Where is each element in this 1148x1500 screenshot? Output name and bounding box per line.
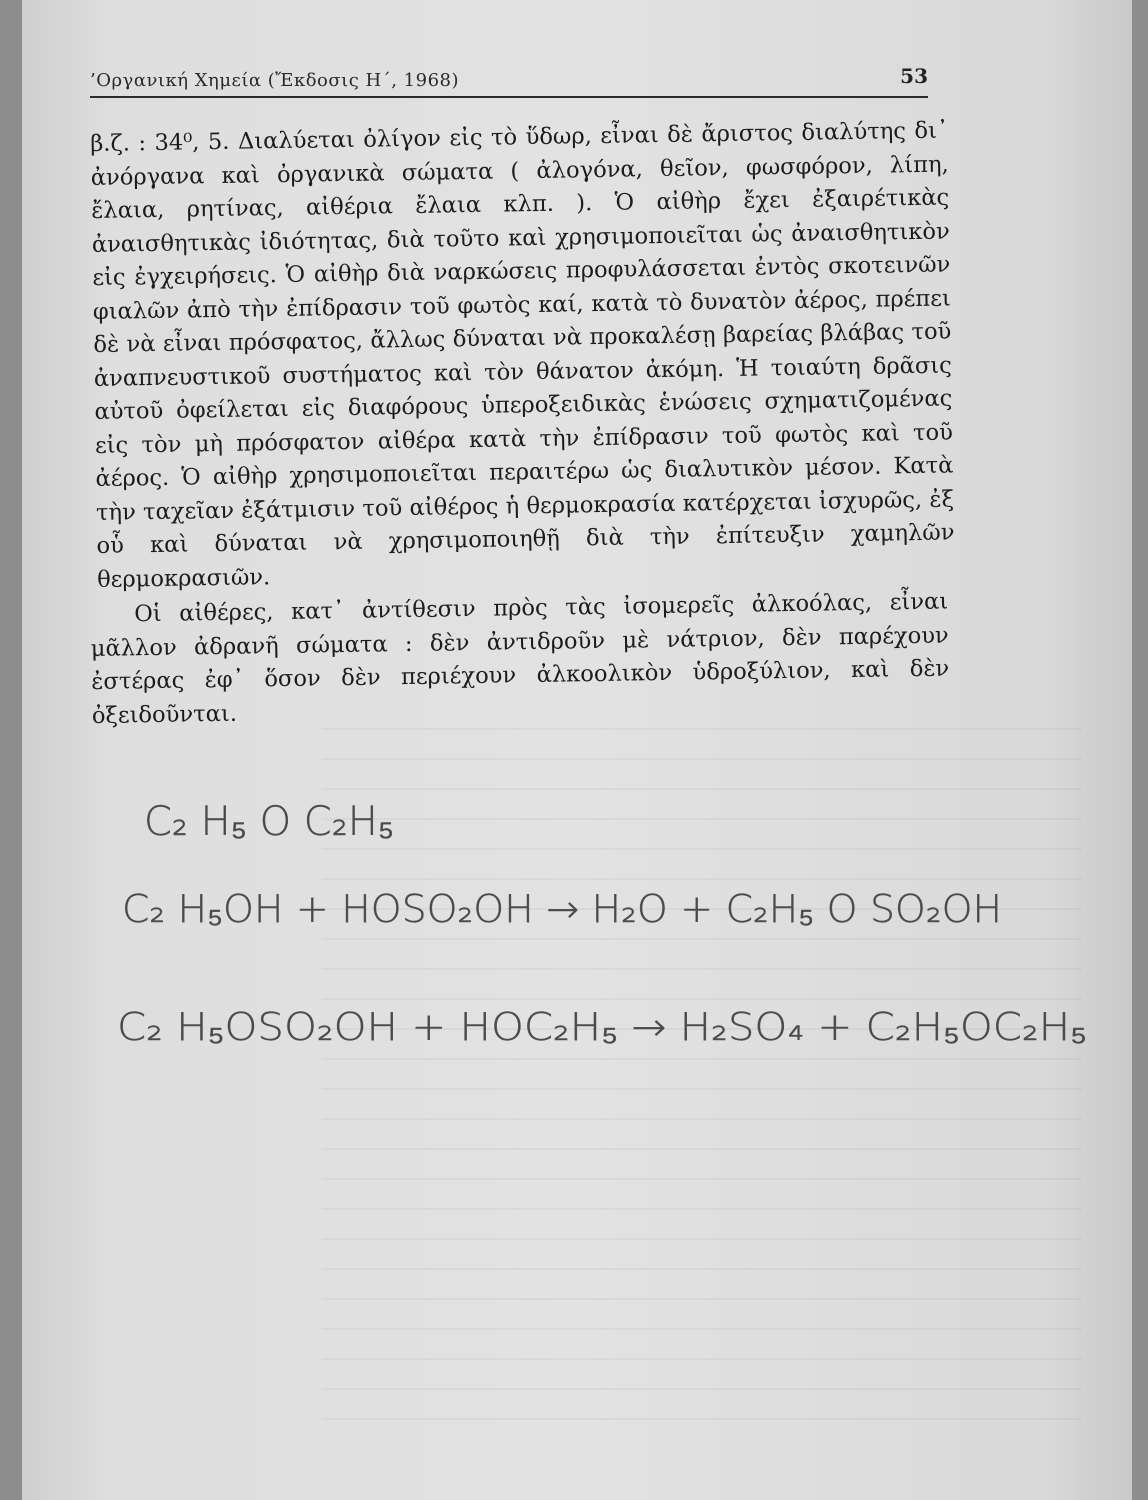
handwritten-formulas bbox=[22, 0, 1132, 1500]
handwritten-reaction-2: C₂ H₅OSO₂OH + HOC₂H₅ → H₂SO₄ + C₂H₅OC₂H₅ bbox=[117, 1005, 1087, 1049]
book-page bbox=[22, 0, 1132, 1500]
page-number: 53 bbox=[900, 64, 928, 88]
paragraph: Οἱ αἰθέρες, κατ᾽ ἀντίθεσιν πρὸς τὰς ἰσομερεῖς ἀλκοόλας, εἶναι μᾶλλον ἀδρανῆ σώματα : δὲν ἀντιδροῦν μὲ νάτριον, δὲν παρέχουν ἐστέρας ἐφ᾽ ὅσον δὲν περιέχουν ἀλκοολικὸν ὑδροξύλιον, καὶ δὲν ὀξειδοῦνται. bbox=[90, 588, 950, 729]
paragraph: β.ζ. : 34⁰, 5. Διαλύεται ὀλίγον εἰς τὸ ὕδωρ, εἶναι δὲ ἄριστος διαλύτης δι᾽ ἀνόργανα καὶ ὀργανικὰ σώματα ( ἀλογόνα, θεῖον, φωσφόρον, λίπη, ἔλαια, ρητίνας, αἰθέρια ἔλαια κλπ. ). Ὁ αἰθὴρ ἔχει ἐξαιρέτικὰς ἀναισθητικὰς ἰδιότητας, διὰ τοῦτο καὶ χρησιμοποιεῖται ὡς ἀναισθητικὸν εἰς ἐγχειρήσεις. Ὁ αἰθὴρ διὰ ναρκώσεις προφυλάσσεται ἐντὸς σκοτεινῶν φιαλῶν ἀπὸ τὴν ἐπίδρασιν τοῦ φωτὸς καί, κατὰ τὸ δυνατὸν ἀέρος, πρέπει δὲ νὰ εἶναι πρόσφατος, ἄλλως δύναται νὰ προκαλέσῃ βαρείας βλάβας τοῦ ἀναπνευστικοῦ συστήματος καὶ τὸν θάνατον ἀκόμη. Ἡ τοιαύτη δρᾶσις αὐτοῦ ὀφείλεται εἰς διαφόρους ὑπεροξειδικὰς ἑνώσεις σχηματιζομένας εἰς τὸν μὴ πρόσφατον αἰθέρα κατὰ τὴν ἐπίδρασιν τοῦ φωτὸς καὶ τοῦ ἀέρος. Ὁ αἰθὴρ χρησιμοποιεῖται περαιτέρω ὡς διαλυτικὸν μέσον. Κατὰ τὴν ταχεῖαν ἐξάτμισιν τοῦ αἰθέρος ἡ θερμοκρασία κατέρχεται ἰσχυρῶς, ἐξ οὗ καὶ δύναται νὰ χρησιμοποιηθῇ διὰ τὴν ἐπίτευξιν χαμηλῶν θερμοκρασιῶν. bbox=[90, 117, 955, 593]
running-head-title: ’Οργανική Χημεία (Ἔκδοσις Η΄, 1968) bbox=[90, 70, 460, 91]
handwritten-reaction-1: C₂ H₅OH + HOSO₂OH → H₂O + C₂H₅ O SO₂OH bbox=[122, 887, 1002, 931]
handwritten-formula-diethyl-ether: C₂ H₅ O C₂H₅ bbox=[144, 799, 394, 845]
